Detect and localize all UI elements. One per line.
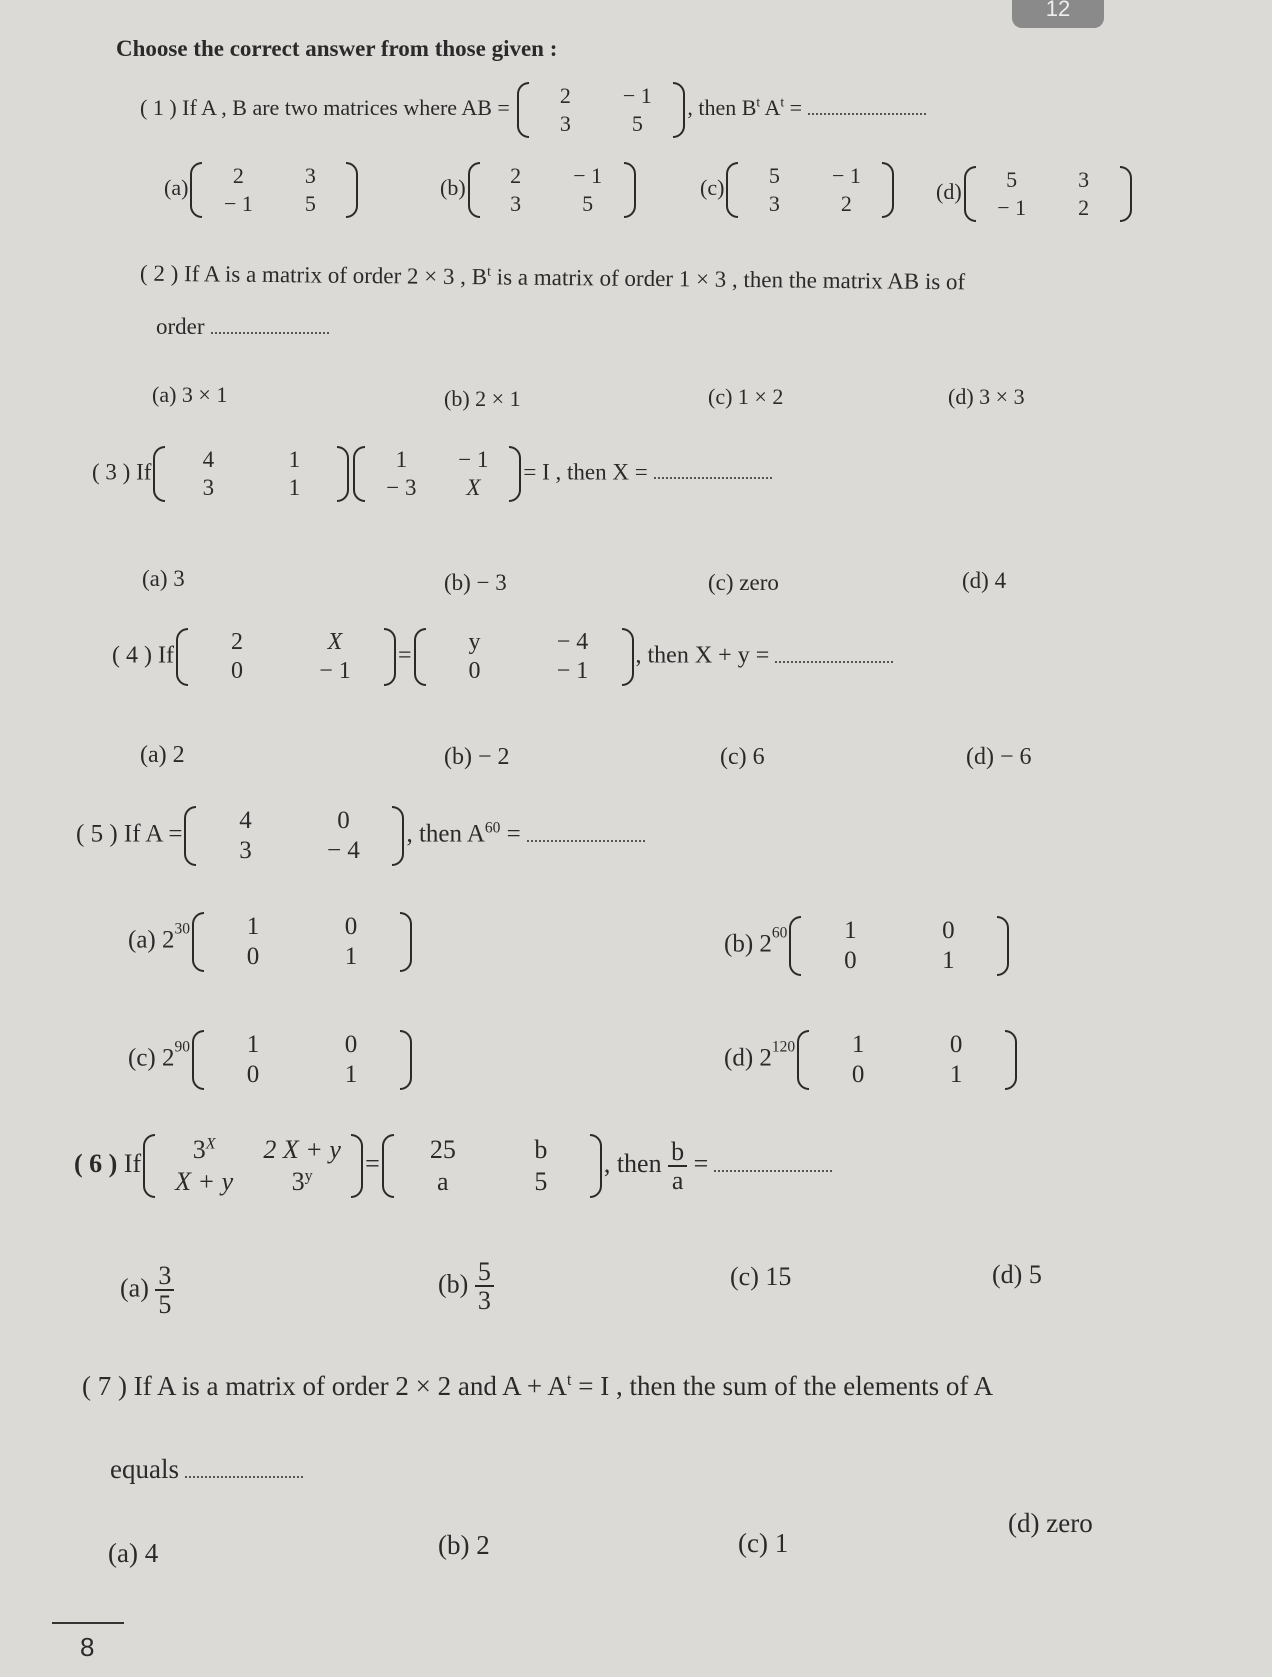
q1-matrix: 2 − 1 3 5 — [515, 82, 687, 138]
q4-option-a[interactable]: (a) 2 — [140, 742, 185, 768]
q7-option-b[interactable]: (b) 2 — [438, 1530, 490, 1560]
q4-option-d[interactable]: (d) − 6 — [966, 744, 1032, 770]
q7-option-c[interactable]: (c) 1 — [738, 1528, 789, 1558]
q7-option-a[interactable]: (a) 4 — [108, 1538, 159, 1568]
q2-option-a[interactable]: (a) 3 × 1 — [152, 382, 228, 407]
q2-option-d[interactable]: (d) 3 × 3 — [948, 384, 1025, 409]
q1-option-b[interactable]: (b) 2 − 1 3 5 — [440, 162, 638, 218]
q1-option-d[interactable]: (d) 5 3 − 1 2 — [936, 166, 1134, 222]
q6-option-c[interactable]: (c) 15 — [730, 1262, 792, 1291]
q5-option-b[interactable]: (b) $2^{60}$ 1 0 0 1 — [724, 916, 1011, 976]
q3-option-a[interactable]: (a) 3 — [142, 566, 185, 591]
page-tab: 12 — [1012, 0, 1104, 28]
question-5: ( 5 ) If A = 4 0 3 − 4 , then $A^{60}$ = — [76, 806, 645, 866]
q6-option-d[interactable]: (d) 5 — [992, 1260, 1042, 1289]
q7-option-d[interactable]: (d) zero — [1008, 1508, 1093, 1538]
q1-option-c[interactable]: (c) 5 − 1 3 2 — [700, 162, 896, 218]
q2-option-b[interactable]: (b) 2 × 1 — [444, 386, 521, 411]
q2-option-c[interactable]: (c) 1 × 2 — [708, 384, 784, 409]
q4-option-b[interactable]: (b) − 2 — [444, 744, 510, 770]
q3-option-b[interactable]: (b) − 3 — [444, 570, 507, 595]
q1-option-a[interactable]: (a) 2 3 − 1 5 — [164, 162, 360, 218]
q6-option-a[interactable]: (a) $\frac{3}{5}$ — [120, 1262, 174, 1319]
q1-number: ( 1 ) — [140, 95, 177, 121]
question-1: ( 1 ) If A , B are two matrices where AB = 2 − 1 3 5 , then $B^t$ $A^t$ = — [140, 82, 926, 138]
q3-option-d[interactable]: (d) 4 — [962, 568, 1007, 593]
page-title: Choose the correct answer from those given : — [116, 36, 558, 61]
page-number: 8 — [80, 1632, 95, 1662]
q2-order: order — [156, 314, 329, 340]
q1-then-b: , then B — [687, 95, 757, 121]
question-2: ( 2 ) If A is a matrix of order 2 × 3 , $B^t$ is a matrix of order 1 × 3 , then the matrix AB is of — [139, 260, 966, 295]
q5-option-a[interactable]: (a) $2^{30}$ 1 0 0 1 — [128, 912, 414, 972]
q6-fraction: $\frac{b}{a}$ — [668, 1138, 687, 1195]
answer-blank — [808, 99, 926, 115]
q5-option-c[interactable]: (c) $2^{90}$ 1 0 0 1 — [128, 1030, 414, 1090]
q6-option-b[interactable]: (b) $\frac{5}{3}$ — [438, 1258, 494, 1315]
q5-option-d[interactable]: (d) $2^{120}$ 1 0 0 1 — [724, 1030, 1019, 1090]
q1-text: If A , B are two matrices where AB = — [182, 95, 510, 121]
question-3: ( 3 ) If 4 1 3 1 1 − 1 − 3 X = I , then X = — [92, 446, 772, 502]
q3-option-c[interactable]: (c) zero — [708, 570, 779, 595]
q4-option-c[interactable]: (c) 6 — [720, 744, 765, 770]
footer-divider — [52, 1622, 124, 1624]
q7-equals: equals — [110, 1454, 303, 1485]
question-6: ( 6 ) If $3^X$ 2 X + y X + y 3$^y$ = 25 b a 5 , then $\frac{b}{a}$ = — [74, 1134, 832, 1198]
question-7: ( 7 ) If A is a matrix of order 2 × 2 and $A + A^t = I$ , then the sum of the elements of A — [82, 1370, 994, 1401]
question-4: ( 4 ) If 2 X 0 − 1 = y − 4 0 − 1 , then X + y = — [112, 628, 893, 686]
